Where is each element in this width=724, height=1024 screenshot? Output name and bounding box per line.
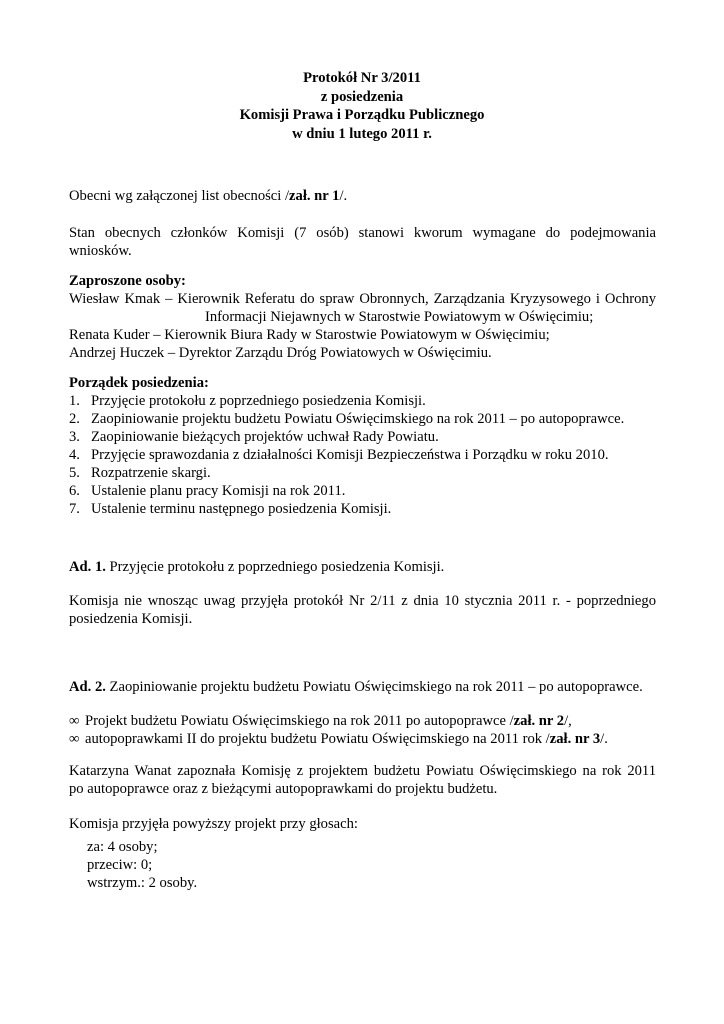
invited-person-2: Renata Kuder – Kierownik Biura Rady w Starostwie Powiatowym w Oświęcimiu; <box>69 327 550 343</box>
agenda-item: 3. Zaopiniowanie bieżących projektów uchwał Rady Powiatu. <box>69 429 439 445</box>
infinity-bullet-icon: ∞ <box>69 731 80 747</box>
vote-results <box>69 838 674 892</box>
bullet-item: ∞ autopoprawkami II do projektu budżetu Powiatu Oświęcimskiego na 2011 rok /zał. nr 3/. <box>69 731 608 747</box>
agenda-item: 5. Rozpatrzenie skargi. <box>69 465 211 481</box>
vote-intro: Komisja przyjęła powyższy projekt przy głosach: <box>69 816 358 832</box>
invited-heading: Zaproszone osoby: <box>69 273 186 289</box>
infinity-bullet-icon: ∞ <box>69 713 80 729</box>
attachment-ref-2: zał. nr 2 <box>513 713 565 729</box>
invited-person-1: Wiesław Kmak – Kierownik Referatu do spraw Obronnych, Zarządzania Kryzysowego i Ochrony <box>69 291 656 307</box>
ad2-heading: Ad. 2. Zaopiniowanie projektu budżetu Powiatu Oświęcimskiego na rok 2011 – po autopoprawce. <box>69 679 643 695</box>
ad1-paragraph: Komisja nie wnosząc uwag przyjęła protokół Nr 2/11 z dnia 10 stycznia 2011 r. - poprzedniego posiedzenia Komisji. <box>69 593 656 627</box>
attendance-paragraph: Obecni wg załączonej list obecności /zał. nr 1/. <box>69 188 348 204</box>
agenda-item: 6. Ustalenie planu pracy Komisji na rok 2011. <box>69 483 346 499</box>
attachment-ref-3: zał. nr 3 <box>549 731 601 747</box>
agenda-item: 7. Ustalenie terminu następnego posiedzenia Komisji. <box>69 501 392 517</box>
document-title <box>0 69 724 143</box>
agenda-item: 4. Przyjęcie sprawozdania z działalności Komisji Bezpieczeństwa i Porządku w roku 2010. <box>69 447 609 463</box>
vote-for: za: 4 osoby; <box>87 839 158 855</box>
agenda-heading: Porządek posiedzenia: <box>69 375 209 391</box>
agenda-item: 1. Przyjęcie protokołu z poprzedniego posiedzenia Komisji. <box>69 393 426 409</box>
title-line-1: Protokół Nr 3/2011 <box>303 70 421 86</box>
ad2-bullets <box>69 712 656 748</box>
agenda-list <box>69 392 656 518</box>
invited-person-1-cont: Informacji Niejawnych w Starostwie Powiatowym w Oświęcimiu; <box>205 309 594 325</box>
agenda-item: 2. Zaopiniowanie projektu budżetu Powiatu Oświęcimskiego na rok 2011 – po autopoprawce. <box>69 411 625 427</box>
title-line-2: z posiedzenia <box>320 88 404 105</box>
agenda-section <box>69 374 656 518</box>
invited-section <box>69 272 656 362</box>
title-line-3: Komisji Prawa i Porządku Publicznego <box>239 107 485 123</box>
vote-abstain: wstrzym.: 2 osoby. <box>87 875 198 891</box>
invited-person-3: Andrzej Huczek – Dyrektor Zarządu Dróg Powiatowych w Oświęcimiu. <box>69 345 492 361</box>
ad2-paragraph: Katarzyna Wanat zapoznała Komisję z projektem budżetu Powiatu Oświęcimskiego na rok 2011 po autopoprawce oraz z bieżącymi autopoprawkami do projektu budżetu. <box>69 763 656 797</box>
quorum-paragraph: Stan obecnych członków Komisji (7 osób) stanowi kworum wymagane do podejmowania wniosków. <box>69 225 656 259</box>
attachment-ref-1: zał. nr 1 <box>289 188 340 204</box>
vote-against: przeciw: 0; <box>87 857 153 873</box>
ad1-heading: Ad. 1. Przyjęcie protokołu z poprzedniego posiedzenia Komisji. <box>69 559 445 575</box>
bullet-item: ∞ Projekt budżetu Powiatu Oświęcimskiego na rok 2011 po autopoprawce /zał. nr 2/, <box>69 713 572 729</box>
title-line-4: w dniu 1 lutego 2011 r. <box>292 125 432 142</box>
